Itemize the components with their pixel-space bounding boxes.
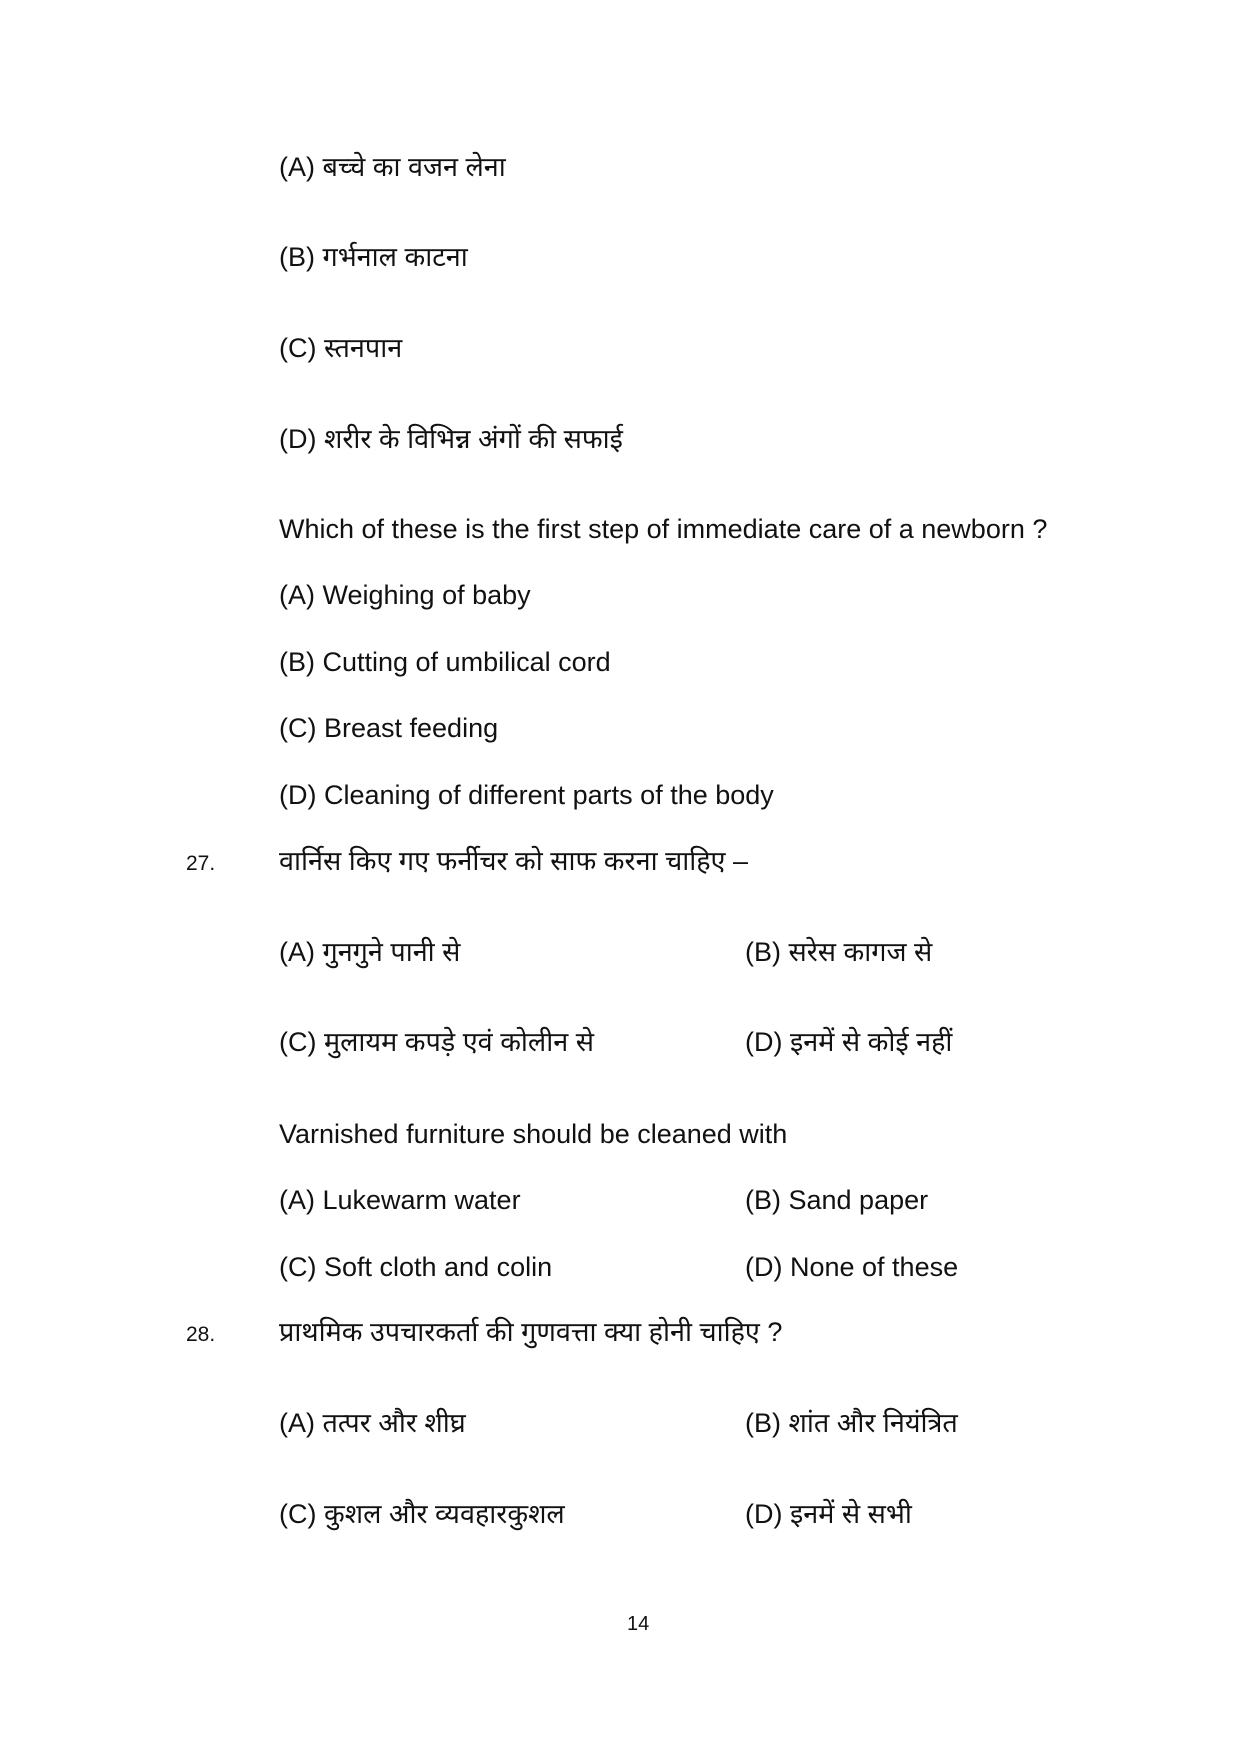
q26-english-option-b: (B) Cutting of umbilical cord [279, 647, 611, 677]
q27-english-option-d: (D) None of these [745, 1252, 959, 1282]
q26-hindi-option-c: (C) स्तनपान [279, 333, 403, 363]
q28-hindi-option-c: (C) कुशल और व्यवहारकुशल [279, 1499, 565, 1529]
q27-english-question: Varnished furniture should be cleaned with [279, 1119, 788, 1149]
q26-english-option-a: (A) Weighing of baby [279, 580, 531, 610]
q26-hindi-option-d: (D) शरीर के विभिन्न अंगों की सफाई [279, 424, 623, 454]
q28-hindi-question: प्राथमिक उपचारकर्ता की गुणवत्ता क्या होनी चाहिए ? [279, 1317, 783, 1347]
q26-english-option-d: (D) Cleaning of different parts of the body [279, 780, 774, 810]
q27-hindi-question: वार्निस किए गए फर्नीचर को साफ करना चाहिए – [279, 846, 748, 876]
q27-english-option-b: (B) Sand paper [745, 1185, 929, 1215]
q26-hindi-option-b: (B) गर्भनाल काटना [279, 242, 468, 272]
q28-hindi-option-d: (D) इनमें से सभी [745, 1499, 912, 1529]
q27-hindi-option-d: (D) इनमें से कोई नहीं [745, 1027, 953, 1057]
q27-hindi-option-c: (C) मुलायम कपड़े एवं कोलीन से [279, 1027, 594, 1057]
q27-hindi-option-b: (B) सरेस कागज से [745, 937, 933, 967]
q28-number: 28. [186, 1323, 216, 1346]
q27-hindi-option-a: (A) गुनगुने पानी से [279, 937, 461, 967]
q27-number: 27. [186, 852, 216, 875]
q26-hindi-option-a: (A) बच्चे का वजन लेना [279, 152, 506, 182]
page-number: 14 [627, 1613, 650, 1635]
q28-hindi-option-a: (A) तत्पर और शीघ्र [279, 1408, 466, 1438]
q26-english-option-c: (C) Breast feeding [279, 713, 499, 743]
q26-english-question: Which of these is the first step of immediate care of a newborn ? [279, 514, 1048, 544]
q27-english-option-a: (A) Lukewarm water [279, 1185, 521, 1215]
q28-hindi-option-b: (B) शांत और नियंत्रित [745, 1408, 958, 1438]
q27-english-option-c: (C) Soft cloth and colin [279, 1252, 553, 1282]
